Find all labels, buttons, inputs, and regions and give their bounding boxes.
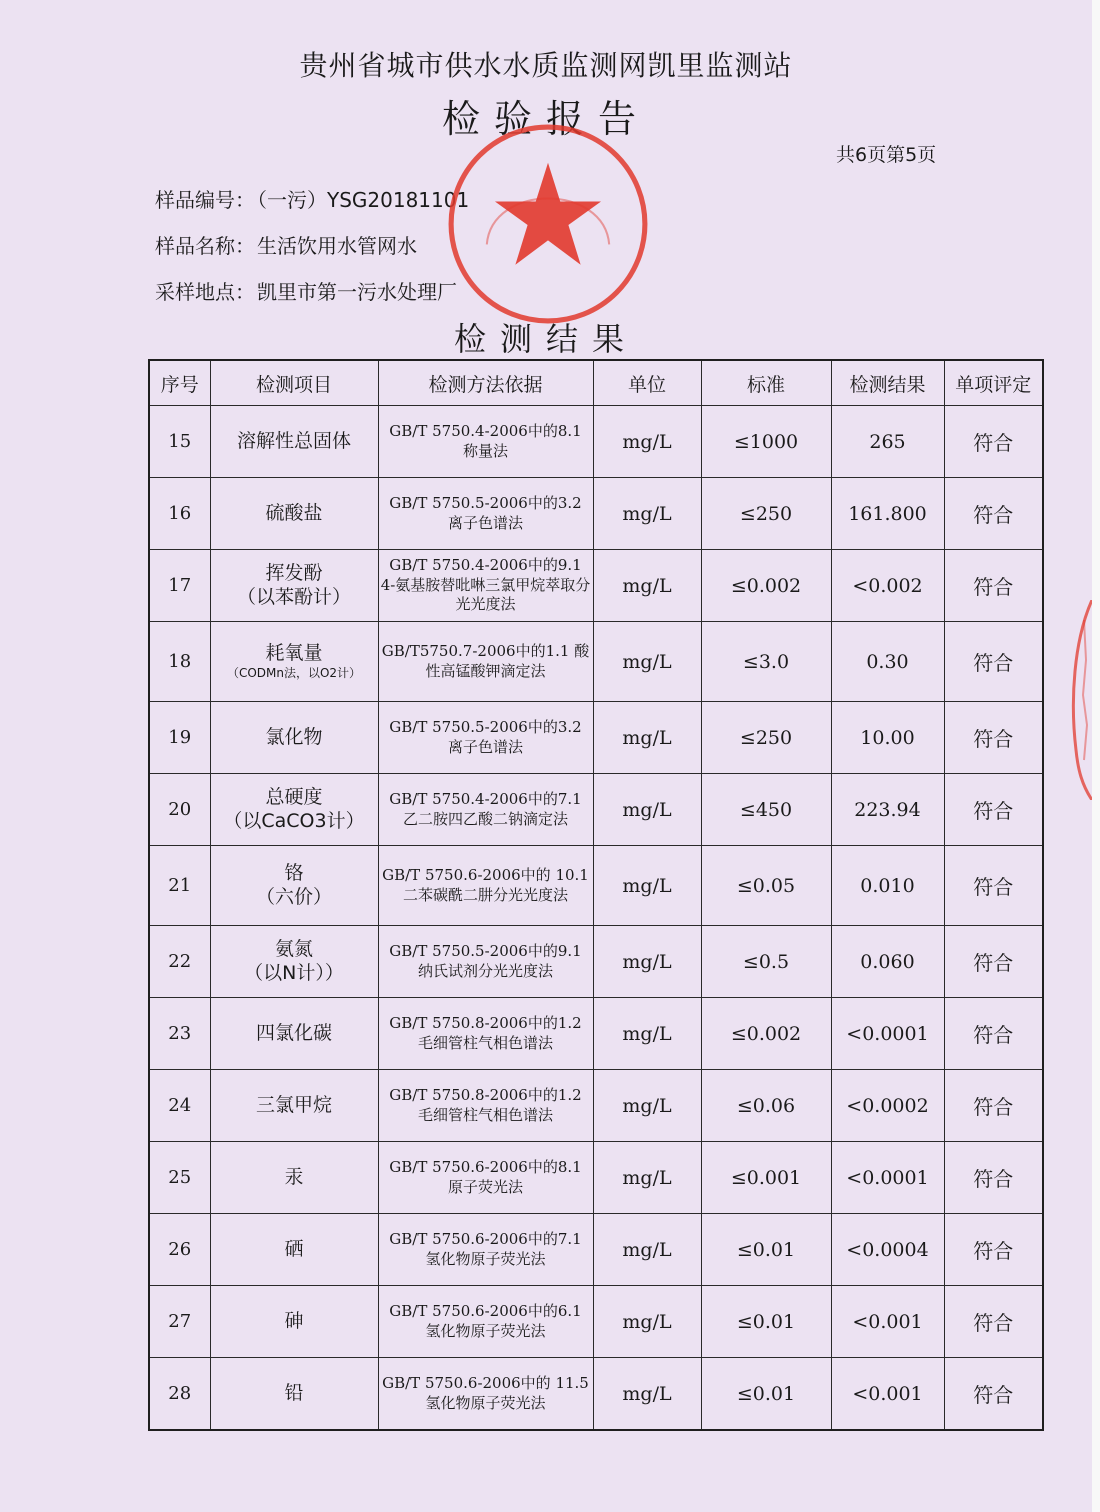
cell-evaluation: 符合 [944,1070,1043,1142]
cell-item: 溶解性总固体 [210,406,378,478]
sampling-site-line [155,276,457,305]
cell-evaluation: 符合 [944,622,1043,702]
cell-result: 265 [831,406,944,478]
cell-standard: ≤0.001 [701,1142,831,1214]
cell-item: 氯化物 [210,702,378,774]
cell-unit: mg/L [593,926,701,998]
cell-index: 16 [149,478,210,550]
cell-method: GB/T 5750.8-2006中的1.2 毛细管柱气相色谱法 [378,1070,593,1142]
cell-item-name: 挥发酚 [265,561,323,584]
cell-index: 21 [149,846,210,926]
table-row [149,1214,1043,1286]
table-body [149,406,1043,1431]
cell-evaluation: 符合 [944,998,1043,1070]
cell-unit: mg/L [593,550,701,622]
table-row [149,998,1043,1070]
sample-name-value: 生活饮用水管网水 [257,234,417,258]
cell-unit: mg/L [593,846,701,926]
cell-item: 汞 [210,1142,378,1214]
cell-item-name: 总硬度 [265,785,323,808]
sample-name-line [155,230,417,259]
cell-evaluation: 符合 [944,702,1043,774]
cell-evaluation: 符合 [944,846,1043,926]
table-header-row [149,360,1043,406]
cell-evaluation: 符合 [944,478,1043,550]
cell-index: 23 [149,998,210,1070]
cell-standard: ≤450 [701,774,831,846]
cell-index: 17 [149,550,210,622]
organization-title: 贵州省城市供水水质监测网凯里监测站 [299,49,793,82]
page-count: 共6页第5页 [836,144,937,166]
header-item: 检测项目 [210,360,378,406]
table-row [149,478,1043,550]
cell-item [210,550,378,622]
cell-index: 25 [149,1142,210,1214]
table-row [149,926,1043,998]
table-row [149,406,1043,478]
cell-result: <0.0004 [831,1214,944,1286]
cell-method: GB/T 5750.5-2006中的3.2 离子色谱法 [378,702,593,774]
cell-evaluation: 符合 [944,1286,1043,1358]
cell-standard: ≤0.002 [701,550,831,622]
cell-index: 27 [149,1286,210,1358]
cell-method: GB/T 5750.4-2006中的9.1 4-氨基胺替吡啉三氯甲烷萃取分光光度法 [378,550,593,622]
table-row [149,1286,1043,1358]
table-row [149,1358,1043,1431]
cell-unit: mg/L [593,406,701,478]
cell-standard: ≤3.0 [701,622,831,702]
cell-evaluation: 符合 [944,1214,1043,1286]
cell-index: 24 [149,1070,210,1142]
header-method: 检测方法依据 [378,360,593,406]
cell-evaluation: 符合 [944,1142,1043,1214]
header-standard: 标准 [701,360,831,406]
cell-item [210,622,378,702]
table-row [149,1070,1043,1142]
cell-unit: mg/L [593,1358,701,1431]
cell-item: 砷 [210,1286,378,1358]
cell-result: <0.0001 [831,998,944,1070]
cell-item [210,846,378,926]
cell-index: 18 [149,622,210,702]
header-index: 序号 [149,360,210,406]
cell-unit: mg/L [593,622,701,702]
cell-evaluation: 符合 [944,406,1043,478]
cell-item: 三氯甲烷 [210,1070,378,1142]
cell-method: GB/T5750.7-2006中的1.1 酸性高锰酸钾滴定法 [378,622,593,702]
cell-unit: mg/L [593,1286,701,1358]
cell-method: GB/T 5750.5-2006中的9.1 纳氏试剂分光光度法 [378,926,593,998]
cell-item-qualifier: （以苯酚计） [236,585,351,608]
cell-result: 0.010 [831,846,944,926]
cell-method: GB/T 5750.6-2006中的6.1 氢化物原子荧光法 [378,1286,593,1358]
cell-result: 223.94 [831,774,944,846]
cell-method: GB/T 5750.6-2006中的 10.1 二苯碳酰二肼分光光度法 [378,846,593,926]
cell-evaluation: 符合 [944,1358,1043,1431]
cell-index: 22 [149,926,210,998]
cell-item-qualifier: （六价） [255,885,332,908]
cell-standard: ≤1000 [701,406,831,478]
cell-result: 10.00 [831,702,944,774]
cell-method: GB/T 5750.6-2006中的 11.5 氢化物原子荧光法 [378,1358,593,1431]
cell-result: 161.800 [831,478,944,550]
sample-id-value: （一污）YSG20181101 [257,188,470,212]
cell-method: GB/T 5750.6-2006中的8.1 原子荧光法 [378,1142,593,1214]
cell-method: GB/T 5750.4-2006中的7.1 乙二胺四乙酸二钠滴定法 [378,774,593,846]
cell-result: <0.001 [831,1358,944,1431]
cell-method: GB/T 5750.4-2006中的8.1 称量法 [378,406,593,478]
table-row [149,622,1043,702]
table-row [149,702,1043,774]
cell-item [210,926,378,998]
cell-result: <0.001 [831,1286,944,1358]
cell-item-qualifier: （CODMn法，以O2计） [226,665,362,680]
table-row [149,774,1043,846]
cell-unit: mg/L [593,998,701,1070]
cell-evaluation: 符合 [944,774,1043,846]
cell-result: 0.30 [831,622,944,702]
cell-item: 硫酸盐 [210,478,378,550]
cell-index: 15 [149,406,210,478]
cell-item-name: 氨氮 [274,937,313,960]
cell-method: GB/T 5750.6-2006中的7.1 氢化物原子荧光法 [378,1214,593,1286]
cell-index: 19 [149,702,210,774]
cell-standard: ≤0.06 [701,1070,831,1142]
sample-name-label: 样品名称： [155,234,255,258]
cell-standard: ≤250 [701,478,831,550]
cell-standard: ≤0.05 [701,846,831,926]
cell-index: 20 [149,774,210,846]
sample-id-label: 样品编号： [155,188,255,212]
table-row [149,846,1043,926]
cell-item-qualifier: （以N计）） [244,961,344,984]
cell-unit: mg/L [593,478,701,550]
sample-id-line [155,184,469,213]
cell-result: <0.0001 [831,1142,944,1214]
cell-standard: ≤0.5 [701,926,831,998]
results-section-title: 检测结果 [453,320,638,358]
cell-item: 四氯化碳 [210,998,378,1070]
header-evaluation: 单项评定 [944,360,1043,406]
cell-standard: ≤250 [701,702,831,774]
header-result: 检测结果 [831,360,944,406]
sampling-site-label: 采样地点： [155,280,255,304]
cell-item [210,774,378,846]
cell-standard: ≤0.01 [701,1286,831,1358]
cell-result: <0.0002 [831,1070,944,1142]
cell-item-qualifier: （以CaCO3计） [223,809,365,832]
cell-unit: mg/L [593,774,701,846]
scan-margin [1092,0,1100,1512]
cell-item-name: 耗氧量 [265,642,323,665]
cell-standard: ≤0.002 [701,998,831,1070]
header-unit: 单位 [593,360,701,406]
results-table [148,359,1044,1431]
cell-unit: mg/L [593,1070,701,1142]
cell-unit: mg/L [593,1214,701,1286]
cell-method: GB/T 5750.8-2006中的1.2 毛细管柱气相色谱法 [378,998,593,1070]
table-row [149,1142,1043,1214]
cell-item: 铅 [210,1358,378,1431]
table-row [149,550,1043,622]
cell-unit: mg/L [593,702,701,774]
cell-unit: mg/L [593,1142,701,1214]
cell-index: 26 [149,1214,210,1286]
report-title: 检验报告 [441,97,650,141]
cell-result: <0.002 [831,550,944,622]
cell-item: 硒 [210,1214,378,1286]
cell-index: 28 [149,1358,210,1431]
cell-item-name: 铬 [284,861,304,884]
cell-standard: ≤0.01 [701,1214,831,1286]
cell-standard: ≤0.01 [701,1358,831,1431]
cell-evaluation: 符合 [944,926,1043,998]
cell-result: 0.060 [831,926,944,998]
cell-evaluation: 符合 [944,550,1043,622]
sampling-site-value: 凯里市第一污水处理厂 [257,280,457,304]
cell-method: GB/T 5750.5-2006中的3.2 离子色谱法 [378,478,593,550]
